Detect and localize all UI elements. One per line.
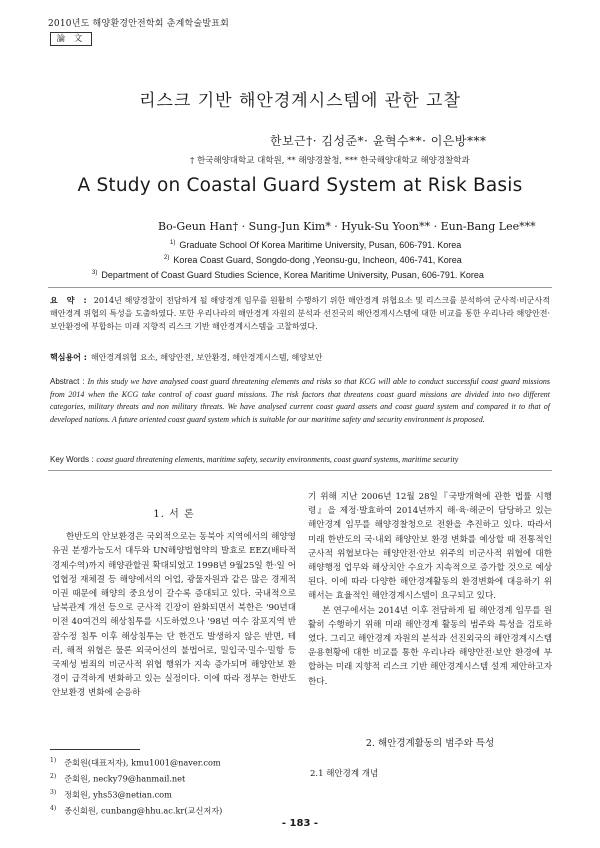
body-paragraph: 한반도의 안보환경은 국외적으로는 동북아 지역에서의 해양영유권 분쟁가능도서 대두와 UN해양법협약의 발효로 EEZ(배타적 경제수역)까지 해양관할권 확대되었고 1998년 9월25일 한·일 어업협정 재체결 등 해양에서의 어업, 광물자원과 같은 많은 경제적 이권 때문에 해양의 중요성이 갈수록 증대되고 있다. 국내적으로 남북관계 개선 등으로 군사적 긴장이 완화되면서 북한은 '90년대 이전 40여건의 해상침투를 시도하였으나 '98년 여수 잠포지역 반잠수정 침투 이후 해상침투는 단 한건도 발생하지 않은 반면, 테러, 해적 위협은 물론 외국어선의 불법어로, 밀입국·밀수·밀항 등 국제성 범죄의 비군사적 위협 행위가 지속 증가되며 해양안보 환경이 급격하게 변화하고 있는 실정이다. 이에 따라 정부는 한반도 안보환경 변화에 순응하	[52, 532, 296, 699]
keywords-label: Key Words :	[50, 455, 94, 464]
affiliation-text: Korea Coast Guard, Songdo-dong ,Yeonsu-gu, Incheon, 406-741, Korea	[173, 255, 462, 265]
abstract-label: 요 약 :	[50, 296, 90, 305]
body-column-left	[52, 508, 296, 701]
affiliation-text: Department of Coast Guard Studies Science, Korea Maritime University, Pusan, 606-791. Korea	[101, 270, 484, 280]
conference-header: 2010년도 해양환경안전학회 춘계학술발표회	[48, 19, 230, 29]
english-abstract	[50, 376, 550, 426]
divider	[48, 287, 552, 288]
footnote	[50, 770, 222, 786]
affiliation-mark: 3)	[92, 270, 98, 276]
section-heading: 2. 해안경계활동의 범주와 특성	[365, 738, 495, 749]
divider	[48, 470, 552, 471]
page-number: - 183 -	[281, 818, 319, 829]
affiliation-text: Graduate School Of Korea Maritime University, Pusan, 606-791. Korea	[179, 240, 462, 250]
footnote-text: 준회원, necky79@hanmail.net	[64, 773, 186, 784]
english-affiliation-2	[164, 255, 462, 265]
english-keywords	[50, 455, 458, 464]
korean-authors: 한보근†· 김성준*· 윤혁수**· 이은방***	[270, 134, 487, 148]
subsection-heading: 2.1 해안경계 개념	[310, 769, 379, 779]
body-paragraph: 본 연구에서는 2014년 이후 전담하게 될 해안경계 임무를 원활히 수행하기 위해 미래 해안경계 활동의 범주와 특성을 검토하였다. 그리고 해안경계 자원의 분석과 선진외국의 해안경계시스템 운용현황에 대한 비교를 통한 우리나라 해양안전·보안 환경에 부합하는 미래 지향적 리스크 기반 해안경계시스템 설계 제안하고자 한다.	[308, 605, 552, 687]
section-heading: 1. 서 론	[153, 509, 195, 520]
abstract-label: Abstract :	[50, 377, 85, 386]
korean-title: 리스크 기반 해안경계시스템에 관한 고찰	[139, 91, 461, 111]
footnote-mark: 2)	[50, 773, 57, 781]
english-title: A Study on Coastal Guard System at Risk Basis	[77, 175, 523, 196]
footnote-text: 정회원, yhs53@netian.com	[64, 790, 172, 801]
affiliation-mark: 1)	[170, 240, 176, 246]
english-affiliation-3	[92, 270, 484, 280]
keywords-text: 해안경계위협 요소, 해양안전, 보안환경, 해안경계시스템, 해양보안	[90, 353, 323, 362]
body-paragraph: 기 위해 지난 2006년 12월 28일『국방개혁에 관한 법률 시행령』을 제정·발효하여 2014년까지 해·육·해군이 담당하고 있는 해안경계 임무를 해양경찰청으로 전환을 추진하고 있다. 따라서 미래 한반도의 국·내외 해양안보 환경 변화를 예상할 때 전통적인 군사적 위협보다는 해양안전·안보 위주의 비군사적 위협에 대한 해양행정 업무와 해상치안 수요가 지속적으로 증가할 것으로 예상된다. 이에 따라 다양한 해안경계활동의 환경변화에 대응하기 위해서는 효율적인 해안경계시스템이 요구되고 있다.	[308, 492, 552, 602]
footnote	[50, 786, 222, 802]
footnotes	[50, 754, 222, 819]
footnote	[50, 802, 222, 818]
abstract-text: In this study we have analysed coast guard threatening elements and risks so that KCG will able to conduct successful coast guard missions from 2014 when the KCG take control of coast guard missions. The risk factors that threatens coast guard missions are divided into two different categories, military threats and non military threats. We have analysed current coast guard assets and coast guard system and compared it to that of developed nations. A future oriented coast guard system which is suitable for our maritime safety and security environment is proposed.	[50, 377, 550, 424]
footnote-mark: 4)	[50, 805, 57, 813]
korean-affiliations: † 한국해양대학교 대학원, ** 해양경찰청, *** 한국해양대학교 해양경찰학과	[190, 156, 470, 166]
footnote-mark: 1)	[50, 757, 57, 764]
footnote-divider	[50, 749, 140, 750]
body-column-right	[308, 490, 552, 689]
abstract-text: 2014년 해양경찰이 전담하게 될 해양경계 임무를 원활히 수행하기 위한 해안경계 위협요소 및 리스크를 분석하여 군사적·비군사적 해안경계 위협의 특성을 도출하였다. 또한 우리나라의 해안경계 자원의 분석과 선진국의 해안경계시스템에 대한 비교를 통한 우리나라 해양안전·보안환경에 부합하는 미래 지향적 리스크 기반 해안경계시스템을 고찰하였다.	[50, 296, 550, 331]
paper-type-label: 論 文	[50, 32, 92, 46]
korean-keywords	[50, 352, 322, 363]
korean-abstract	[50, 294, 550, 333]
footnote-text: 준회원(대표저자), kmu1001@naver.com	[64, 757, 221, 768]
footnote	[50, 754, 222, 770]
english-affiliation-1	[170, 240, 461, 250]
english-authors: Bo-Geun Han† · Sung-Jun Kim* · Hyuk-Su Yoon** · Eun-Bang Lee***	[158, 220, 536, 233]
keywords-label: 핵심용어 :	[50, 353, 87, 362]
affiliation-mark: 2)	[164, 255, 170, 261]
keywords-text: coast guard threatening elements, maritime safety, security environments, coast guard systems, maritime security	[96, 455, 459, 464]
footnote-text: 종신회원, cunbang@hhu.ac.kr(교신저자)	[64, 806, 223, 817]
footnote-mark: 3)	[50, 789, 57, 797]
